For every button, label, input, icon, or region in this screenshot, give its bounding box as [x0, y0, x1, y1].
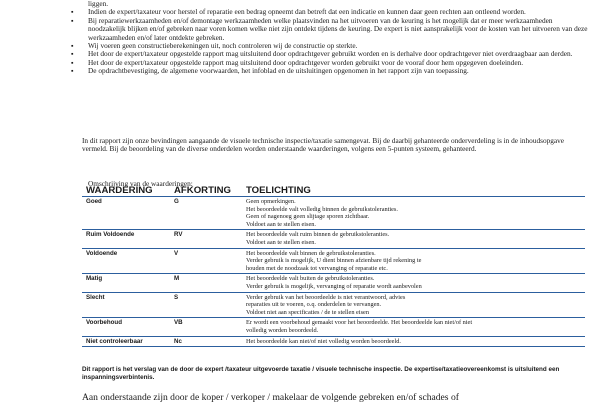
- rating-abbreviation: RV: [170, 230, 242, 248]
- intro-paragraph: In dit rapport zijn onze bevindingen aangaande de visuele technische inspectie/taxatie samengevat. Bij de daarbij gehanteerde onderverdeling is in de inhoudsopgave vermeld. Bij de beoordeling van de diverse onderdelen worden onderstaande waarderingen, volgens een 5-punten systeem, gehanteerd.: [82, 136, 565, 154]
- rating-abbreviation: M: [170, 274, 242, 292]
- explanation-line: Het beoordeelde valt binnen de gebruikstoleranties.: [246, 249, 376, 257]
- table-row: [82, 274, 585, 292]
- rating-abbreviation: G: [170, 197, 242, 230]
- rating-abbreviation: Nc: [170, 336, 242, 347]
- bullet-icon: ▪: [71, 42, 74, 51]
- table-row: [82, 318, 585, 336]
- explanation-line: reparaties uit te voeren, o.q. onderdelen te vervangen.: [246, 301, 382, 309]
- rating-name: Slecht: [82, 292, 170, 318]
- rating-name: Ruim Voldoende: [82, 230, 170, 248]
- explanation-line: Het beoordeelde valt volledig binnen de gebruikstoleranties.: [246, 205, 398, 213]
- list-item: ▪ Wij voeren geen constructieberekeningen uit, noch controleren wij de constructie op sterkte.: [71, 41, 358, 51]
- rating-explanation: [242, 336, 585, 347]
- list-item: ▪ Indien de expert/taxateur voor herstel of reparatie een bedrag opneemt dan betreft dat een indicatie en kunnen daar geen rechten aan ontleend worden.: [71, 7, 526, 17]
- closing-paragraph: Dit rapport is het verslag van de door de expert /taxateur uitgevoerde taxatie / visuele technische inspectie. De expertise/taxatieovereenkomst is uitsluitend een inspanningsverbintenis.: [82, 366, 560, 381]
- rating-table: [82, 186, 585, 347]
- rating-explanation: [242, 292, 585, 318]
- rating-explanation: [242, 248, 585, 274]
- explanation-line: Het beoordeelde valt buiten de gebruikstoleranties.: [246, 275, 375, 283]
- explanation-line: Het beoordeelde kan niet/of niet volledig worden beoordeeld.: [246, 337, 401, 345]
- rating-name: Voldoende: [82, 248, 170, 274]
- explanation-line: Voldoet niet aan specificaties / de te stellen eisen: [246, 308, 369, 316]
- bullet-icon: ▪: [71, 8, 74, 17]
- rating-abbreviation: S: [170, 292, 242, 318]
- explanation-line: Voldoet aan te stellen eisen.: [246, 238, 317, 246]
- rating-name: Goed: [82, 197, 170, 230]
- table-row: [82, 248, 585, 274]
- table-row: [82, 197, 585, 230]
- table-caption: Omschrijving van de waarderingen:: [88, 179, 193, 188]
- explanation-line: houden met de noodzaak tot vervanging of reparatie etc.: [246, 264, 388, 272]
- rating-name: Niet controleerbaar: [82, 336, 170, 347]
- explanation-line: Verder gebruik is mogelijk, vervanging of reparatie wordt aanbevolen: [246, 282, 422, 290]
- rating-name: Matig: [82, 274, 170, 292]
- explanation-line: Er wordt een voorbehoud gemaakt voor het beoordeelde. Het beoordeelde kan niet/of niet: [246, 319, 473, 327]
- bullet-icon: ▪: [71, 50, 74, 59]
- explanation-line: Geen of nagenoeg geen slijtage sporen zichtbaar.: [246, 213, 370, 221]
- list-item: liggen.: [88, 0, 109, 8]
- rating-name: Voorbehoud: [82, 318, 170, 336]
- list-item: ▪ De opdrachtbevestiging, de algemene voorwaarden, het infoblad en de uitsluitingen opgenomen in het rapport zijn van toepassing.: [71, 66, 469, 76]
- explanation-line: Het beoordeelde valt ruim binnen de gebruikstoleranties.: [246, 231, 390, 239]
- explanation-line: Verder gebruik van het beoordeelde is niet verantwoord, advies: [246, 293, 406, 301]
- list-item: ▪ Het door de expert/taxateur opgestelde rapport mag uitsluitend door opdrachtgever gebruikt worden en is derhalve door opdrachtgever niet overdraagbaar aan derden.: [71, 49, 573, 59]
- rating-abbreviation: VB: [170, 318, 242, 336]
- explanation-line: Geen opmerkingen.: [246, 198, 296, 205]
- header-afkorting: AFKORTING: [170, 186, 242, 197]
- list-item: ▪ Bij reparatiewerkzaamheden en/of demontage werkzaamheden welke plaatsvinden na het uitvoeren van de keuring is het mogelijk dat er meer werkzaamheden noodzakelijk blijken en/of gebreken naar voren komen welke niet zijn ontdekt tijdens de keuring. De expert is niet aansprakelijk voor de kosten van het uitvoeren van deze werkzaamheden en/of later ontdekte gebreken.: [71, 15, 588, 42]
- rating-explanation: [242, 274, 585, 292]
- bullet-icon: ▪: [71, 67, 74, 76]
- explanation-line: Voldoet aan te stellen eisen.: [246, 220, 317, 228]
- rating-explanation: [242, 197, 585, 230]
- table-header-row: [82, 186, 585, 197]
- bullet-icon: ▪: [71, 16, 74, 25]
- rating-abbreviation: V: [170, 248, 242, 274]
- conditions-list: [71, 0, 591, 76]
- list-item: ▪ Het door de expert/taxateur opgestelde rapport mag uitsluitend door opdrachtgever worden gebruikt voor de vooraf door hem opgegeven doeleinden.: [71, 57, 524, 67]
- header-toelichting: TOELICHTING: [242, 186, 585, 197]
- rating-explanation: [242, 318, 585, 336]
- bullet-icon: ▪: [71, 58, 74, 67]
- table-row: [82, 230, 585, 248]
- cut-off-line: Aan onderstaande zijn door de koper / verkoper / makelaar de volgende gebreken en/of schades of: [82, 392, 459, 403]
- rating-explanation: [242, 230, 585, 248]
- explanation-line: volledig worden beoordeeld.: [246, 326, 319, 334]
- explanation-line: Verder gebruik is mogelijk, U dient binnen afzienbare tijd rekening te: [246, 257, 422, 265]
- header-waardering: WAARDERING: [82, 186, 170, 197]
- table-row: [82, 336, 585, 347]
- table-row: [82, 292, 585, 318]
